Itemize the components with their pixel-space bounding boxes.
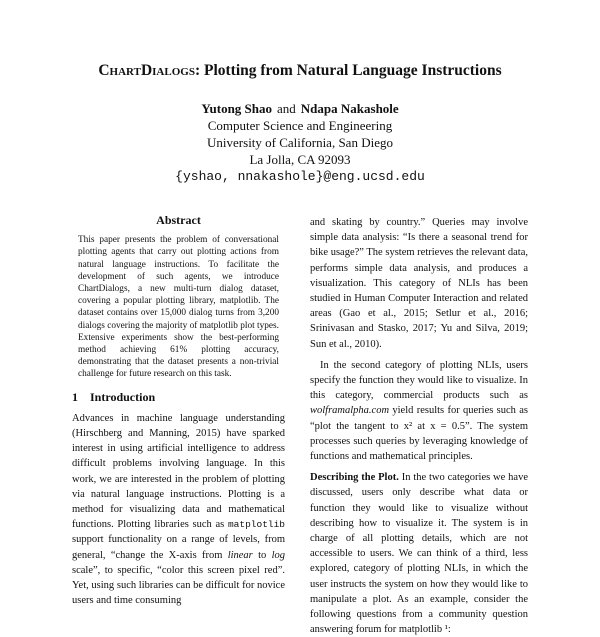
author-names xyxy=(0,100,600,117)
para2-text-b: yield results for queries such as “plot the tangent to x² at x = 0.5”. The system processes such queries by leveraging knowledge of functions and mathematical principles. xyxy=(310,405,528,463)
section-title: Introduction xyxy=(90,389,156,404)
author-2: Ndapa Nakashole xyxy=(300,101,399,116)
author-univ: University of California, San Diego xyxy=(207,135,393,150)
para3-text: In the two categories we have discussed, users only describe what data or function they would like to visualize without describing how to visualize it. The system is in charge of all plotting details, which are not accessible to users. We can think of a third, less explored, category of plotting NLIs, in which the user instructs the system on how they would like to manipulate a plot. As an example, consider the following questions from a community question answering forum for matplotlib ¹: xyxy=(310,472,528,636)
right-paragraph-3 xyxy=(310,470,528,637)
author-city: La Jolla, CA 92093 xyxy=(249,152,351,167)
title-rest: : Plotting from Natural Language Instructions xyxy=(194,62,502,79)
paper-title xyxy=(0,62,600,80)
intro-linear: linear xyxy=(227,549,253,561)
author-email: {yshao, nnakashole}@eng.ucsd.edu xyxy=(175,169,425,184)
intro-text-c: scale”, to specific, “color this screen pixel red”. Yet, using such libraries can be difficult for novice users and time consuming xyxy=(72,564,285,607)
wolfram-link-text: wolframalpha.com xyxy=(310,405,390,417)
para2-text-a: In the second category of plotting NLIs, users specify the function they would like to visualize. In this category, commercial products such as xyxy=(310,359,528,402)
author-1: Yutong Shao xyxy=(201,101,273,116)
intro-log: log xyxy=(271,549,285,561)
right-paragraph-1: and skating by country.” Queries may involve simple data analysis: “Is there a seasonal trend for bike usage?” The system retrieves the relevant data, performs simple data analysis, and produces a visualization. This category of NLIs has been studied in Human Computer Interaction and related areas (Gao et al., 2015; Setlur et al., 2016; Srinivasan and Stasko, 2017; Yu and Silva, 2019; Sun et al., 2010). xyxy=(310,217,528,350)
intro-paragraph xyxy=(72,411,285,609)
right-column xyxy=(310,215,528,637)
right-paragraph-2 xyxy=(310,358,528,464)
run-in-heading: Describing the Plot. xyxy=(310,472,399,484)
abstract-heading: Abstract xyxy=(156,213,201,227)
intro-heading xyxy=(72,390,285,405)
section-number: 1 xyxy=(72,389,78,404)
intro-text-a: Advances in machine language understanding (Hirschberg and Manning, 2015) have sparked interest in using artificial intelligence to address difficult problems involving language. In this work, we are interested in the problem of plotting via natural language instructions. Plotting is a method for visualizing data and mathematical functions. Plotting libraries such as xyxy=(72,412,285,531)
left-column xyxy=(72,213,285,608)
author-and: and xyxy=(277,101,296,116)
title-prefix: ChartDialogs xyxy=(98,62,195,79)
author-block xyxy=(0,100,600,185)
intro-code: matplotlib xyxy=(227,519,285,531)
abstract-text: This paper presents the problem of conversational plotting agents that carry out plotting actions from natural language instructions. To facilitate the development of such agents, we introduce ChartDialogs, a new multi-turn dialog dataset, covering a popular plotting library, matplotlib. The dataset contains over 15,000 dialog turns from 3,200 dialogs covering the majority of matplotlib plot types. Extensive experiments show the best-performing method achieving 61% plotting accuracy, demonstrating that the dataset presents a non-trivial challenge for future research on this task. xyxy=(78,235,279,380)
author-dept: Computer Science and Engineering xyxy=(207,118,393,133)
intro-text-b: support functionality on a range of levels, from general, “change the X-axis from xyxy=(72,534,285,561)
intro-to: to xyxy=(252,549,272,561)
